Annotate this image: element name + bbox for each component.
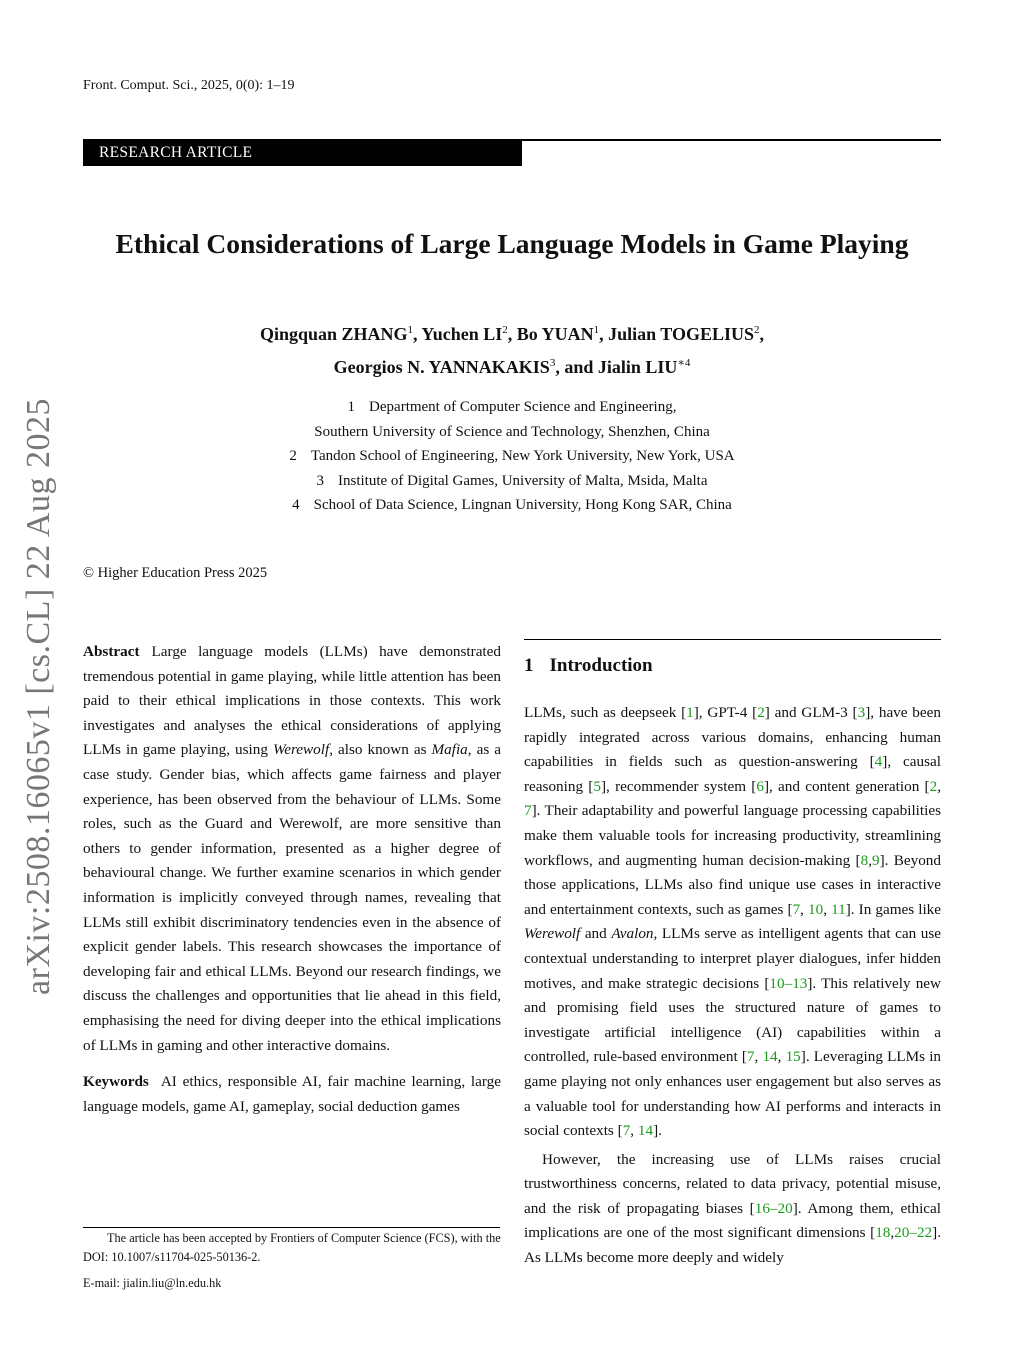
arxiv-stamp: arXiv:2508.16065v1 [cs.CL] 22 Aug 2025 — [20, 398, 57, 995]
author-name: Bo YUAN — [516, 324, 594, 344]
author-affiliation-mark: 3 — [549, 357, 556, 369]
author-name: Qingquan ZHANG — [259, 324, 408, 344]
citation-link[interactable]: 14 — [637, 1122, 654, 1140]
citation-link[interactable]: 16–20 — [754, 1199, 793, 1217]
citation-link[interactable]: 18 — [875, 1224, 891, 1242]
author-affiliation-mark: 2 — [502, 324, 508, 336]
citation-link[interactable]: 1 — [686, 704, 694, 721]
intro-paragraph: LLMs, such as deepseek [1], GPT-4 [2] and GLM-3 [3], have been rapidly integrated across various domains, enhancing human capabilities in fields such as question-answering [4], causal reasoning [5], recommender system [6], and content generation [2, 7]. Their adaptability and powerful language processing capabilities make them valuable tools for increasing productivity, streamlining workflows, and augmenting human decision-making [8,9]. Beyond those applications, LLMs also find unique use cases in interactive and entertainment contexts, such as games [7, 10, 11]. In games like Werewolf and Avalon, LLMs serve as intelligent agents that can use contextual understanding to interpret player dialogues, infer hidden motives, and make strategic decisions [10–13]. This relatively new and promising field uses the structured nature of games to investigate artificial intelligence (AI) capabilities within a controlled, rule-based environment [7, 14, 15]. Leveraging LLMs in game playing not only enhances user engagement but also serves as a valuable tool for understanding how AI performs and interacts in social contexts [7, 14]. — [524, 704, 942, 1140]
author-affiliation-mark: 1 — [407, 324, 414, 336]
citation-link[interactable]: 2 — [929, 777, 938, 795]
copyright-notice: © Higher Education Press 2025 — [83, 565, 268, 581]
citation-link[interactable]: 7 — [746, 1048, 755, 1066]
article-type-label: RESEARCH ARTICLE — [99, 144, 253, 161]
citation-link[interactable]: 3 — [857, 704, 866, 721]
citation-link[interactable]: 2 — [757, 704, 765, 721]
citation-link[interactable]: 11 — [831, 900, 846, 918]
author-name: Yuchen LI — [421, 324, 503, 344]
section-heading: 1 Introduction — [524, 655, 653, 676]
citation-link[interactable]: 10 — [808, 900, 824, 918]
affiliation-line: 2 Tandon School of Engineering, New York University, New York, USA — [289, 448, 735, 464]
author-email: E-mail: jialin.liu@ln.edu.hk — [83, 1276, 222, 1290]
author-name: Julian TOGELIUS — [608, 324, 755, 344]
affiliation-line: 4 School of Data Science, Lingnan University, Hong Kong SAR, China — [292, 497, 732, 513]
author-name: Jialin LIU — [597, 357, 678, 377]
header-rule — [522, 139, 941, 141]
citation-link[interactable]: 15 — [785, 1048, 801, 1066]
citation-link[interactable]: 20–22 — [894, 1224, 933, 1242]
citation-link[interactable]: 9 — [871, 851, 880, 869]
affiliation-list — [200, 395, 824, 518]
intro-paragraph: However, the increasing use of LLMs raises crucial trustworthiness concerns, related to data privacy, potential misuse, and the risk of propagating biases [16–20]. Among them, ethical implications are one of the most significant dimensions [18,20–22]. As LLMs become more deeply and widely — [524, 1150, 941, 1267]
affiliation-line: 1 Department of Computer Science and Engineering, — [347, 399, 677, 415]
author-affiliation-mark: ∗4 — [677, 357, 691, 369]
citation-link[interactable]: 7 — [622, 1122, 631, 1140]
affiliation-line: 3 Institute of Digital Games, University of Malta, Msida, Malta — [316, 472, 708, 489]
abstract-label: Abstract — [83, 643, 140, 660]
keywords: Keywords AI ethics, responsible AI, fair machine learning, large language models, game AI, gameplay, social deduction games — [83, 1073, 501, 1115]
citation-link[interactable]: 7 — [524, 802, 532, 820]
author-name: Georgios N. YANNAKAKIS — [333, 357, 550, 377]
journal-citation-line: Front. Comput. Sci., 2025, 0(0): 1–19 — [83, 78, 295, 93]
citation-link[interactable]: 6 — [756, 777, 764, 795]
citation-link[interactable]: 5 — [593, 777, 601, 795]
abstract: Abstract Large language models (LLMs) have demonstrated tremendous potential in game playing, while little attention has been paid to their ethical implications in those contexts. This work investigates and analyses the ethical considerations of applying LLMs in game playing, using Werewolf, also known as Mafia, as a case study. Gender bias, which affects game fairness and player experience, has been observed from the behaviour of LLMs. Some roles, such as the Guard and Werewolf, are more sensitive than others to gender information, presented as a higher degree of behavioural change. We further examine scenarios in which gender information is implicitly conveyed through names, revealing that LLMs still exhibit discriminatory tendencies even in the absence of explicit gender labels. This research showcases the importance of developing fair and ethical LLMs. Beyond our research findings, we discuss the challenges and opportunities that lie ahead in this field, emphasising the need for diving deeper into the ethical implications of LLMs in gaming and other interactive domains. — [83, 643, 501, 1054]
column-top-rule — [524, 639, 941, 640]
citation-link[interactable]: 14 — [762, 1048, 778, 1066]
paper-title: Ethical Considerations of Large Language Models in Game Playing — [115, 228, 909, 259]
citation-link[interactable]: 8 — [860, 851, 869, 869]
citation-link[interactable]: 7 — [792, 900, 801, 918]
footnote-rule — [83, 1227, 500, 1228]
acceptance-footnote: The article has been accepted by Frontiers of Computer Science (FCS), with the DOI: 10.1007/s11704-025-50136-2. — [83, 1231, 501, 1264]
affiliation-line: Southern University of Science and Technology, Shenzhen, China — [314, 423, 710, 440]
introduction-column — [524, 701, 941, 1271]
author-list: Qingquan ZHANG$^1$, Yuchen $LI^2$, Bo YUAN$^1$, Julian TOGELIUS$^2$, Georgios N. YANNAKAKIS$^3$, and Jialin $LIU^{∗4}$ — [259, 324, 765, 377]
citation-link[interactable]: 4 — [874, 753, 883, 771]
author-affiliation-mark: 1 — [593, 324, 600, 336]
author-affiliation-mark: 2 — [754, 324, 760, 336]
keywords-label: Keywords — [83, 1073, 149, 1091]
abstract-column — [83, 640, 501, 1119]
citation-link[interactable]: 10–13 — [769, 974, 808, 992]
